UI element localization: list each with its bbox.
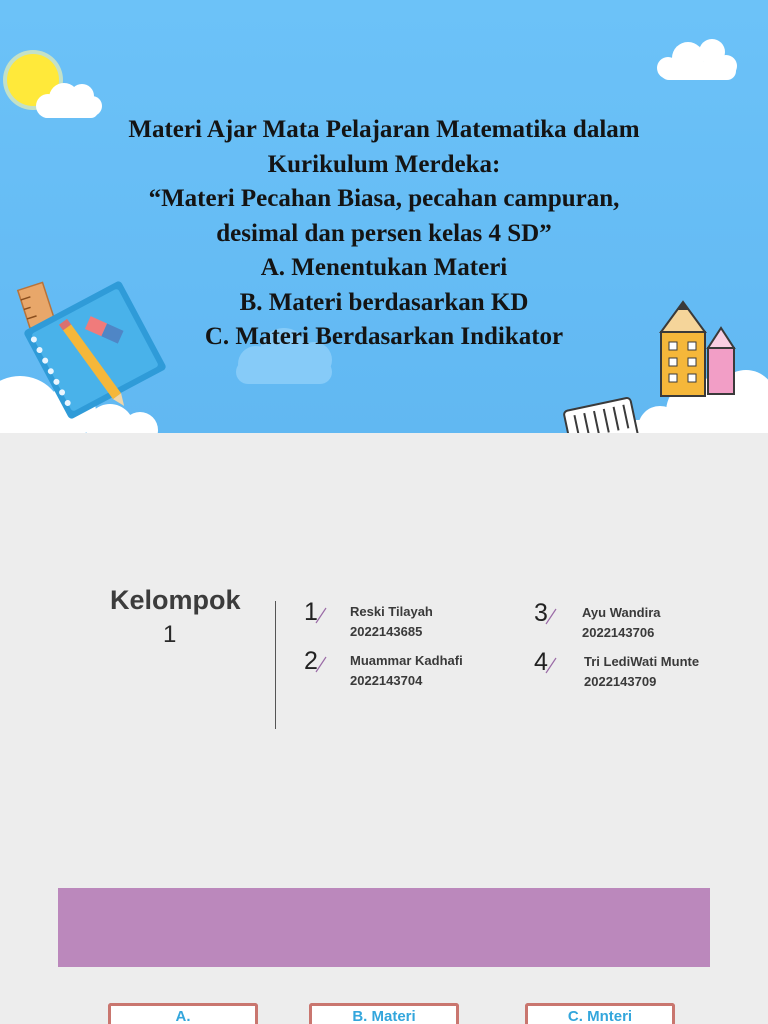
card-a (108, 1003, 258, 1024)
card-label: A. (175, 1008, 191, 1024)
group-label: Kelompok (110, 585, 241, 615)
title-line: A. Menentukan Materi (260, 254, 508, 281)
title-line: Materi Ajar Mata Pelajaran Matematika dalam (128, 116, 640, 143)
slash-icon (545, 607, 557, 625)
card-b (309, 1003, 459, 1024)
title-line: B. Materi berdasarkan KD (239, 288, 529, 316)
member-name: Muammar Kadhafi (350, 653, 463, 668)
group-number: 1 (163, 621, 177, 648)
card-label: B. Materi (352, 1008, 416, 1024)
member-nim: 2022143709 (584, 674, 657, 689)
member-number: 1 (304, 598, 318, 626)
title-line: desimal dan persen kelas 4 SD” (216, 219, 552, 247)
card-c (525, 1003, 675, 1024)
cloud-icon (657, 39, 737, 80)
member-number: 2 (304, 647, 318, 675)
member-name: Tri LediWati Munte (584, 654, 700, 669)
member-name: Reski Tilayah (350, 604, 433, 619)
group-slide (0, 433, 768, 1024)
title-slide (0, 0, 768, 433)
title-line: “Materi Pecahan Biasa, pecahan campuran, (148, 185, 620, 212)
purple-banner (58, 888, 710, 967)
divider (275, 601, 276, 729)
slash-icon (545, 656, 557, 674)
ruler-icon (563, 397, 638, 433)
card-label: C. Mnteri (567, 1008, 633, 1024)
title-line: C. Materi Berdasarkan Indikator (204, 323, 564, 350)
member-number: 3 (534, 599, 548, 627)
member-nim: 2022143704 (350, 673, 423, 688)
member-name: Ayu Wandira (582, 605, 661, 620)
member-nim: 2022143685 (350, 624, 423, 639)
slash-icon (315, 606, 327, 624)
slash-icon (315, 655, 327, 673)
title-line: Kurikulum Merdeka: (267, 150, 501, 178)
member-number: 4 (534, 648, 548, 676)
slide-title (40, 113, 728, 355)
member-nim: 2022143706 (582, 625, 655, 640)
